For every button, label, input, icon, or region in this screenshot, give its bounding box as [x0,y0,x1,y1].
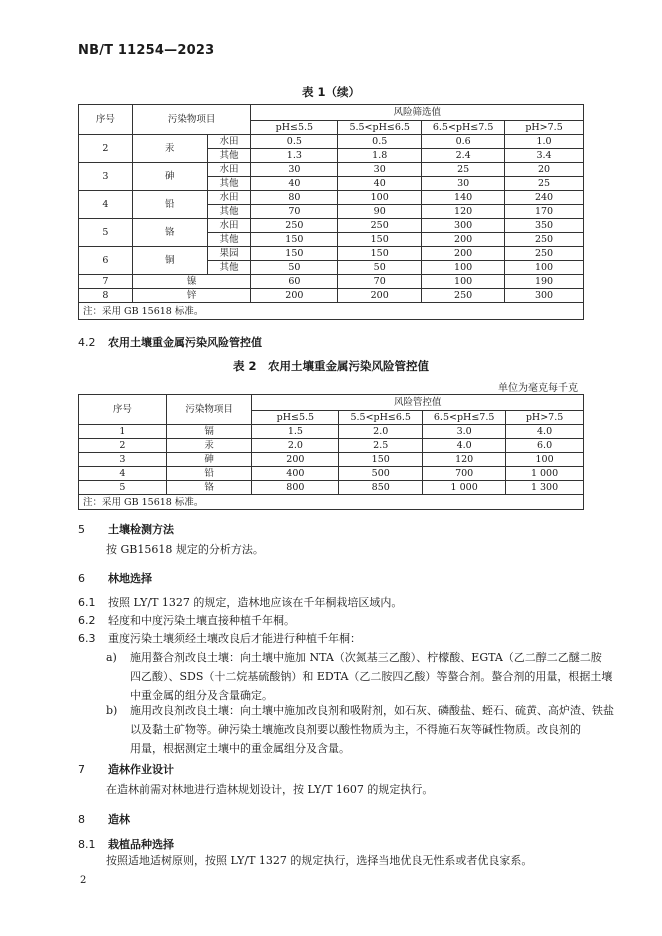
row-value: 250 [251,219,338,233]
row-value: 2.0 [252,439,339,453]
row-value: 1.3 [251,149,338,163]
row-value: 40 [251,177,338,191]
item-b-text [130,701,614,758]
row-value: 150 [251,233,338,247]
row-seq: 6 [79,247,133,275]
clause-number: 6.2 [78,614,96,627]
table-row [79,275,584,289]
section-title: 造林 [108,813,130,826]
table-row [79,289,584,303]
row-value: 1 000 [423,481,506,495]
row-value: 40 [338,177,422,191]
row-pollutant: 汞 [132,135,207,163]
row-value: 850 [339,481,423,495]
row-value: 0.5 [251,135,338,149]
row-value: 90 [338,205,422,219]
table-row [79,163,584,177]
row-land-type: 其他 [207,261,251,275]
item-b-line: 用量，根据测定土壤中的重金属组分及含量。 [130,742,350,755]
row-pollutant: 镍 [132,275,251,289]
ph-col: 5.5<pH≤6.5 [338,121,422,135]
row-value: 0.5 [338,135,422,149]
row-value: 30 [422,177,505,191]
table2-body [79,425,584,495]
section-number: 4.2 [78,336,96,349]
row-value: 350 [505,219,584,233]
row-land-type: 其他 [207,177,251,191]
row-seq: 7 [79,275,133,289]
table2-caption: 表 2 农用土壤重金属污染风险管控值 [232,359,429,373]
table1-header-row [79,105,584,121]
row-land-type: 水田 [207,191,251,205]
row-pollutant: 铬 [166,481,252,495]
row-value: 60 [251,275,338,289]
row-seq: 2 [79,439,167,453]
ph-col: pH>7.5 [505,121,584,135]
section-number: 5 [78,523,85,536]
table2-header-row [79,395,584,411]
clause-6-1 [78,593,402,612]
row-value: 6.0 [506,439,584,453]
row-value: 150 [338,247,422,261]
row-pollutant: 铜 [132,247,207,275]
item-a-label: a) [106,651,117,664]
row-pollutant: 锌 [132,289,251,303]
table-row [79,425,584,439]
row-value: 250 [505,247,584,261]
row-pollutant: 砷 [132,163,207,191]
section-number: 8 [78,813,85,826]
section-8-1-body: 按照适地适树原则，按照 LY/T 1327 的规定执行，选择当地优良无性系或者优良家系。 [106,854,533,867]
ph-col: 5.5<pH≤6.5 [339,411,423,425]
row-value: 200 [422,233,505,247]
item-b-label: b) [106,704,118,717]
item-b-line: 施用改良剂改良土壤：向土壤中施加改良剂和吸附剂，如石灰、磷酸盐、蛭石、硫黄、高炉渣、铁盐 [130,704,614,717]
row-pollutant: 铅 [132,191,207,219]
row-value: 100 [422,275,505,289]
table-row [79,191,584,205]
table1-col-item: 污染物项目 [132,105,251,135]
row-pollutant: 砷 [166,453,252,467]
row-pollutant: 镉 [166,425,252,439]
row-value: 3.4 [505,149,584,163]
row-value: 30 [251,163,338,177]
row-value: 70 [338,275,422,289]
row-value: 500 [339,467,423,481]
row-land-type: 果园 [207,247,251,261]
clause-text: 轻度和中度污染土壤直接种植千年桐。 [108,614,295,627]
row-value: 170 [505,205,584,219]
row-value: 200 [251,289,338,303]
row-value: 4.0 [423,439,506,453]
row-value: 120 [423,453,506,467]
table1-col-seq: 序号 [79,105,133,135]
row-value: 100 [338,191,422,205]
clause-number: 6.3 [78,632,96,645]
item-a-line: 中重金属的组分及含量确定。 [130,689,273,702]
clause-6-2 [78,611,295,630]
table2-col-group: 风险管控值 [252,395,584,411]
section-7-body: 在造林前需对林地进行造林规划设计，按 LY/T 1607 的规定执行。 [106,783,434,796]
row-pollutant: 汞 [166,439,252,453]
row-value: 150 [251,247,338,261]
ph-col: pH≤5.5 [252,411,339,425]
row-pollutant: 铬 [132,219,207,247]
section-title: 农用土壤重金属污染风险管控值 [108,336,262,349]
section-7 [78,761,174,777]
table2-unit: 单位为毫克每千克 [498,383,578,394]
table1-caption: 表 1（续） [301,85,360,99]
clause-number: 6.1 [78,596,96,609]
standard-number: NB/T 11254—2023 [78,43,215,58]
row-land-type: 水田 [207,163,251,177]
table2 [78,394,584,510]
section-title: 栽植品种选择 [108,838,174,851]
item-b-line: 以及黏土矿物等。砷污染土壤施改良剂要以酸性物质为主，不得施石灰等碱性物质。改良剂的 [130,723,581,736]
table2-note-row [79,495,584,510]
row-value: 25 [422,163,505,177]
row-land-type: 水田 [207,219,251,233]
row-value: 190 [505,275,584,289]
table-row [79,481,584,495]
row-value: 300 [505,289,584,303]
item-a-line: 施用螯合剂改良土壤：向土壤中施加 NTA（次氮基三乙酸）、柠檬酸、EGTA（乙二醇二乙醚二胺 [130,651,602,664]
table-row [79,135,584,149]
section-5-body: 按 GB15618 规定的分析方法。 [106,543,264,556]
clause-text: 重度污染土壤须经土壤改良后才能进行种植千年桐： [108,632,361,645]
row-seq: 4 [79,191,133,219]
row-value: 2.4 [422,149,505,163]
row-value: 150 [339,453,423,467]
table1-col-group: 风险筛选值 [251,105,584,121]
row-value: 300 [422,219,505,233]
row-seq: 5 [79,219,133,247]
row-value: 80 [251,191,338,205]
table-row [79,467,584,481]
table1-note-row [79,303,584,320]
row-value: 250 [338,219,422,233]
row-seq: 4 [79,467,167,481]
row-value: 25 [505,177,584,191]
row-value: 200 [252,453,339,467]
section-8-1 [78,836,174,852]
row-land-type: 其他 [207,149,251,163]
row-seq: 1 [79,425,167,439]
section-title: 林地选择 [108,572,152,585]
row-seq: 2 [79,135,133,163]
item-a-line: 四乙酸）、SDS（十二烷基硫酸钠）和 EDTA（乙二胺四乙酸）等螯合剂。螯合剂的用量，根据土壤 [130,670,613,683]
row-value: 50 [251,261,338,275]
ph-col: 6.5<pH≤7.5 [423,411,506,425]
row-value: 250 [505,233,584,247]
section-4-2 [78,334,262,350]
ph-col: pH≤5.5 [251,121,338,135]
row-seq: 5 [79,481,167,495]
row-seq: 3 [79,453,167,467]
page-number: 2 [80,875,87,886]
row-value: 140 [422,191,505,205]
row-value: 800 [252,481,339,495]
ph-col: 6.5<pH≤7.5 [422,121,505,135]
row-value: 200 [422,247,505,261]
item-a-text [130,648,612,705]
table1 [78,104,584,320]
table-row [79,439,584,453]
row-value: 100 [506,453,584,467]
section-title: 造林作业设计 [108,763,174,776]
table-row [79,219,584,233]
section-6 [78,570,152,586]
row-value: 50 [338,261,422,275]
row-value: 20 [505,163,584,177]
table2-col-item: 污染物项目 [166,395,252,425]
row-value: 240 [505,191,584,205]
row-seq: 3 [79,163,133,191]
row-value: 2.5 [339,439,423,453]
clause-text: 按照 LY/T 1327 的规定，造林地应该在千年桐栽培区域内。 [108,596,403,609]
row-value: 30 [338,163,422,177]
table2-note: 注：采用 GB 15618 标准。 [79,495,584,510]
row-value: 1 300 [506,481,584,495]
table1-body [79,135,584,303]
row-land-type: 其他 [207,205,251,219]
section-title: 土壤检测方法 [108,523,174,536]
row-value: 1.5 [252,425,339,439]
row-pollutant: 铅 [166,467,252,481]
row-value: 1.0 [505,135,584,149]
row-land-type: 其他 [207,233,251,247]
row-value: 4.0 [506,425,584,439]
section-8 [78,811,130,827]
row-value: 250 [422,289,505,303]
row-value: 1 000 [506,467,584,481]
row-value: 0.6 [422,135,505,149]
row-value: 3.0 [423,425,506,439]
row-value: 150 [338,233,422,247]
row-value: 100 [505,261,584,275]
row-seq: 8 [79,289,133,303]
row-value: 120 [422,205,505,219]
table-row [79,247,584,261]
clause-6-3 [78,629,361,648]
table2-col-seq: 序号 [79,395,167,425]
section-number: 8.1 [78,838,96,851]
row-value: 700 [423,467,506,481]
row-value: 100 [422,261,505,275]
section-5 [78,521,174,537]
section-number: 7 [78,763,85,776]
row-value: 1.8 [338,149,422,163]
table1-note: 注：采用 GB 15618 标准。 [79,303,584,320]
section-number: 6 [78,572,85,585]
row-value: 70 [251,205,338,219]
table-row [79,453,584,467]
row-value: 2.0 [339,425,423,439]
ph-col: pH>7.5 [506,411,584,425]
row-value: 200 [338,289,422,303]
row-value: 400 [252,467,339,481]
row-land-type: 水田 [207,135,251,149]
